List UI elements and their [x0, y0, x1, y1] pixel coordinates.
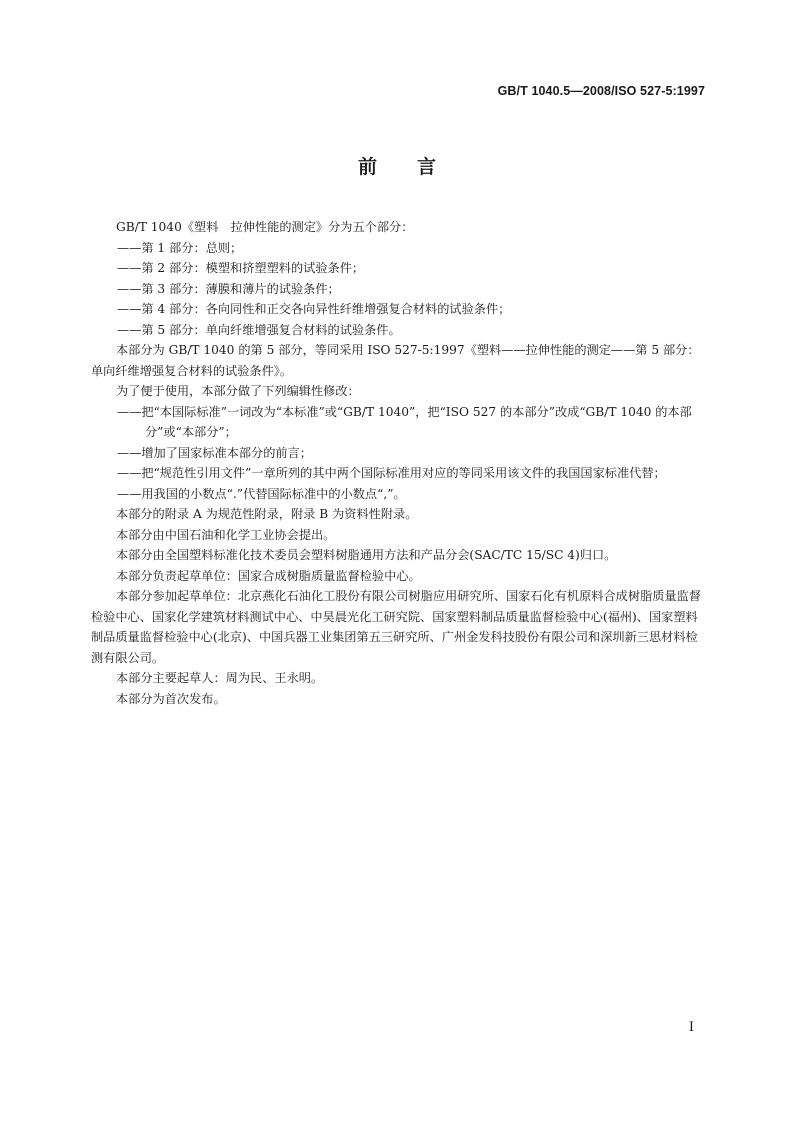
paragraph: 为了便于使用，本部分做了下列编辑性修改：	[116, 384, 360, 398]
list-item: ——把“本国际标准”一词改为“本标准”或“GB/T 1040”，把“ISO 527 的本部分”改成“GB/T 1040 的本部分”或“本部分”；	[117, 404, 692, 439]
list-item: ——第 5 部分：单向纤维增强复合材料的试验条件。	[117, 322, 401, 337]
list-item: ——用我国的小数点“.”代替国际标准中的小数点“,”。	[117, 486, 406, 501]
page-title: 前言	[357, 156, 476, 178]
paragraph: 本部分为 GB/T 1040 的第 5 部分，等同采用 ISO 527-5:1997《塑料——拉伸性能的测定——第 5 部分：单向纤维增强复合材料的试验条件》。	[91, 343, 700, 378]
paragraph: 本部分负责起草单位：国家合成树脂质量监督检验中心。	[116, 568, 421, 583]
paragraph: 本部分由全国塑料标准化技术委员会塑料树脂通用方法和产品分会(SAC/TC 15/SC 4)归口。	[116, 548, 617, 562]
page-number: I	[688, 1020, 694, 1035]
paragraph: GB/T 1040《塑料 拉伸性能的测定》分为五个部分：	[116, 220, 414, 234]
document-body	[91, 217, 705, 709]
standard-code: GB/T 1040.5—2008/ISO 527-5:1997	[497, 84, 705, 98]
paragraph: 本部分为首次发布。	[116, 691, 226, 706]
list-item: ——第 1 部分：总则；	[117, 240, 243, 255]
paragraph: 本部分参加起草单位：北京燕化石油化工股份有限公司树脂应用研究所、国家石化有机原料合成树脂质量监督检验中心、国家化学建筑材料测试中心、中昊晨光化工研究院、国家塑料制品质量监督检验中心(福州)、国家塑料制品质量监督检验中心(北京)、中国兵器工业集团第五三研究所、广州金发科技股份有限公司和深圳新三思材料检测有限公司。	[91, 589, 701, 665]
list-item: ——第 4 部分：各向同性和正交各向异性纤维增强复合材料的试验条件；	[117, 302, 511, 316]
paragraph: 本部分由中国石油和化学工业协会提出。	[116, 527, 336, 542]
list-item: ——第 3 部分：薄膜和薄片的试验条件；	[117, 281, 340, 296]
paragraph: 本部分主要起草人：周为民、王永明。	[116, 671, 324, 685]
list-item: ——把“规范性引用文件”一章所列的其中两个国际标准用对应的等同采用该文件的我国国家标准代替；	[117, 466, 666, 480]
list-item: ——增加了国家标准本部分的前言；	[117, 445, 312, 460]
list-item: ——第 2 部分：模塑和挤塑塑料的试验条件；	[117, 261, 365, 275]
paragraph: 本部分的附录 A 为规范性附录，附录 B 为资料性附录。	[116, 507, 418, 521]
